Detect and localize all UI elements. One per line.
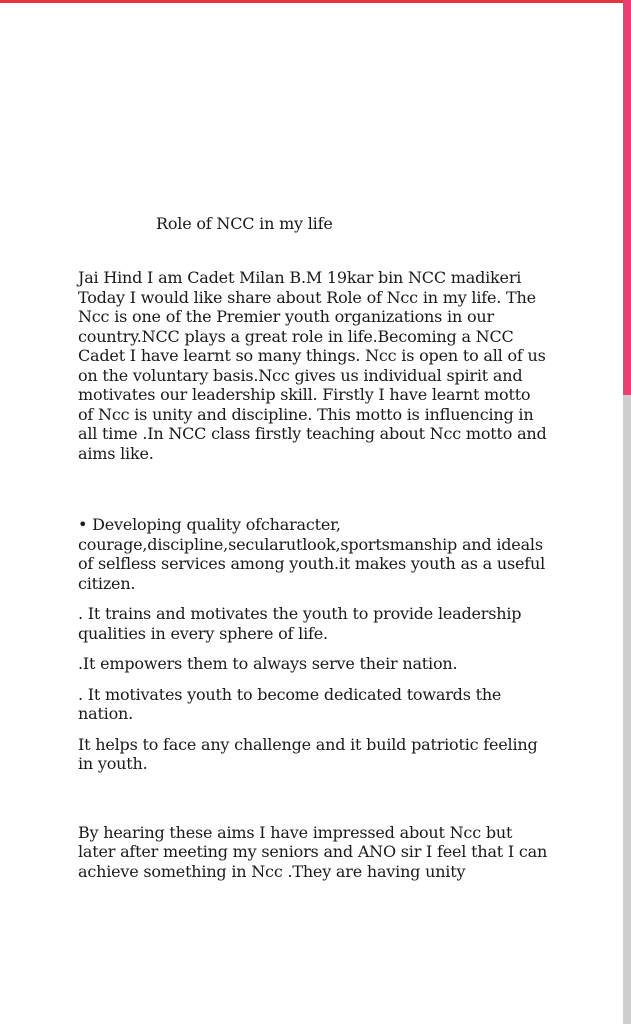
- aim-item: .It empowers them to always serve their nation.: [78, 654, 458, 673]
- aim-item: . It trains and motivates the youth to provide leadership qualities in every sphere of life.: [78, 604, 522, 643]
- aim-item: • Developing quality ofcharacter, courage,discipline,secularutlook,sportsmanship and ideals of selfless services among youth.it makes youth as a useful citizen.: [78, 515, 546, 593]
- top-accent-bar: [0, 0, 631, 3]
- aim-item: It helps to face any challenge and it build patriotic feeling in youth.: [78, 734, 538, 773]
- document-title: Role of NCC in my life: [156, 214, 333, 233]
- intro-paragraph: Jai Hind I am Cadet Milan B.M 19kar bin NCC madikeri Today I would like share about Role of Ncc in my life. The Ncc is one of the Premier youth organizations in our country.NCC plays a great role in life.Becoming a NCC Cadet I have learnt so many things. Ncc is open to all of us on the voluntary basis.Ncc gives us individual spirit and motivates our leadership skill. Firstly I have learnt motto of Ncc is unity and discipline. This motto is influencing in all time .In NCC class firstly teaching about Ncc motto and aims like.: [78, 268, 547, 463]
- scrollbar-thumb[interactable]: [623, 0, 631, 395]
- scrollbar-track[interactable]: [623, 0, 631, 1024]
- aim-item: . It motivates youth to become dedicated towards the nation.: [78, 684, 502, 723]
- document-page: [78, 214, 548, 881]
- closing-paragraph: By hearing these aims I have impressed about Ncc but later after meeting my seniors and ANO sir I feel that I can achieve something in Ncc .They are having unity: [78, 822, 548, 881]
